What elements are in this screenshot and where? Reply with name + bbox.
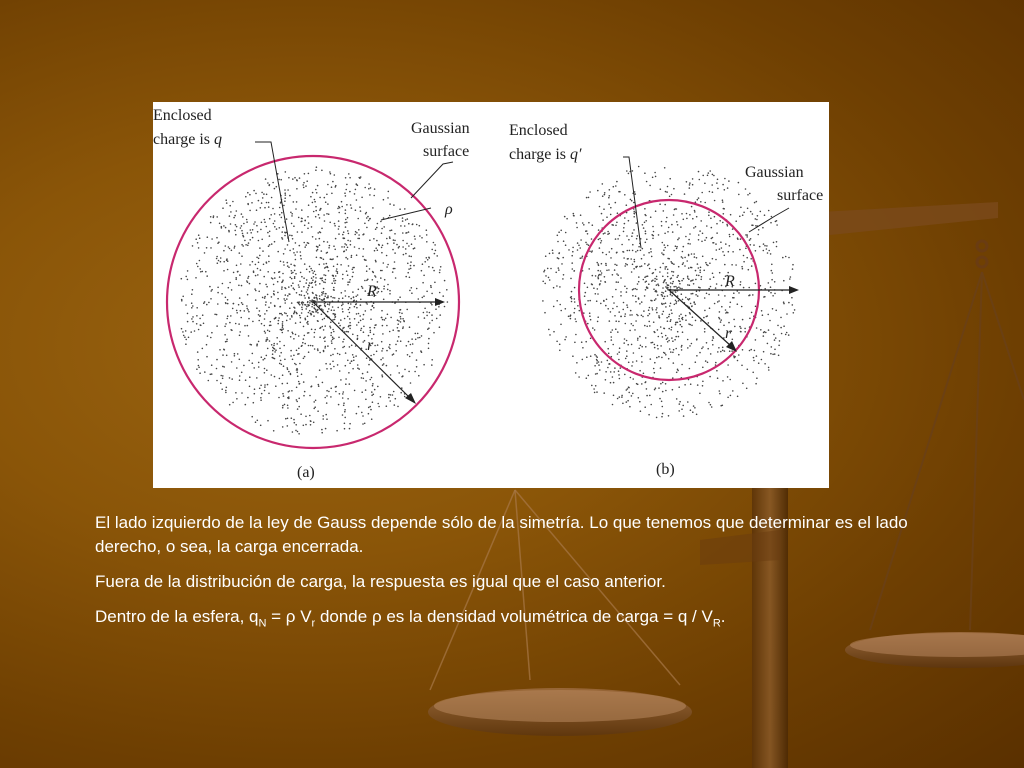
gaussian-label-a: Gaussian — [411, 120, 470, 137]
paragraph-2: Fuera de la distribución de carga, la respuesta es igual que el caso anterior. — [95, 572, 666, 591]
charge-label-b: charge is — [509, 146, 567, 163]
surface-label-b: surface — [777, 187, 824, 204]
paragraph-3: Dentro de la esfera, $q_N = \rho$ $V_r$ donde ρ es la densidad volumétrica de carga = q / $V_R$. — [95, 607, 726, 630]
rho-label-a: ρ — [445, 201, 453, 218]
paragraph-1: El lado izquierdo de la ley de Gauss depende sólo de la simetría. Lo que tenemos que determinar es el lado derecho, o sea, la carga encerrada. — [95, 513, 908, 556]
slide-body-text — [95, 511, 975, 640]
charge-label-a: charge is — [153, 131, 211, 148]
scale-arm — [820, 202, 998, 236]
charge-symbol-a: q — [214, 131, 223, 148]
caption-b: (b) — [656, 461, 675, 478]
surface-label-a: surface — [423, 143, 470, 160]
svg-text:charge is q′ — [509, 146, 582, 163]
caption-a: (a) — [297, 464, 315, 481]
charge-distribution-a — [181, 166, 449, 434]
r-label-a: r — [367, 337, 374, 354]
gaussian-label-b: Gaussian — [745, 164, 804, 181]
gauss-law-figure — [153, 102, 829, 488]
R-label-b: R — [725, 273, 735, 290]
enclosed-label-a: Enclosed — [153, 107, 212, 124]
charge-symbol-b: q′ — [570, 146, 582, 163]
svg-text:charge is q — [153, 131, 222, 148]
r-label-b: r — [725, 325, 732, 342]
R-label-a: R — [367, 283, 377, 300]
enclosed-label-b: Enclosed — [509, 122, 568, 139]
